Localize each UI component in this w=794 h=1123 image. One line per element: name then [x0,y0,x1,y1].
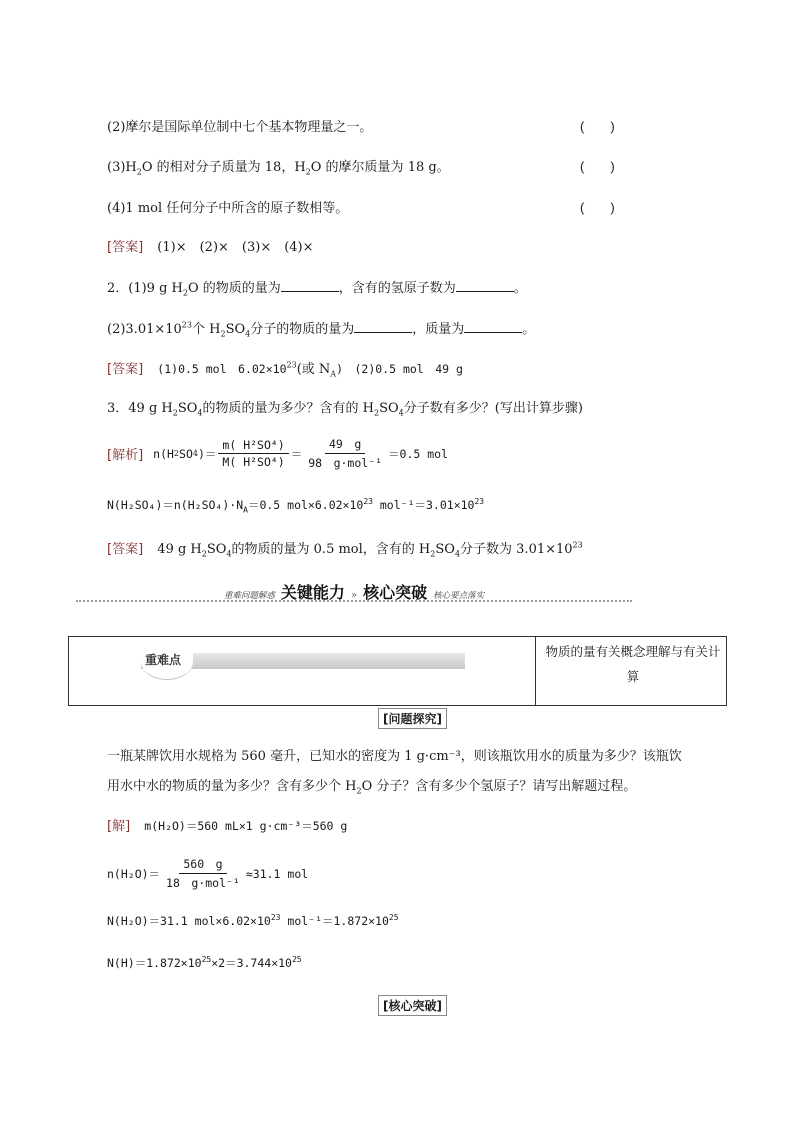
analysis-tag: [解析] [107,448,144,463]
p3-b: SO [177,401,198,416]
frac1-den: M( H²SO⁴) [222,455,285,469]
calc-3: $N(H_2SO_4)=n(H_2SO_4)\cdot N_A=0.5$ $mol\times 6.02\times 10^{23}$ $mol^{-1}=3.01\times 10^{23}$ [107,497,485,515]
frac3-den: 18 g·mol⁻¹ [166,876,240,890]
banner-right: 核心要点落实 [433,591,485,601]
item-2-paren: ( ) [580,119,615,134]
solution-tag: [解] [107,819,131,834]
p2-l2-a: (2)3.01×10 [107,322,182,337]
p2-text-b: O 的物质的量为 [187,281,281,296]
frac3-num: 560 g [179,856,226,874]
answer-tag: [答案] [107,240,144,255]
p3-a: 3．49 g H [107,401,173,416]
sol-l4-exp1: 25 [201,955,212,965]
solution-line-1 [107,815,347,834]
item-4-paren: ( ) [580,200,615,215]
frac2-num: 49 g [325,436,365,454]
answer-tag: [答案] [107,542,144,557]
problem-2-line-2: $(2)3.01\times 10^{23}$个 $H_2SO_4$分子的物质的量为 ，质量为 。 [107,320,536,339]
analysis-3: [解析] n(H 2 SO 4 )＝ $\frac{\text{m( H²SO⁴)}}{\text{M( H²SO⁴)}}$ ＝ $\frac{49 g}{\text{98 g·mol⁻¹}}$ ＝0.5 mol [107,437,449,470]
a2-a: (1)0.5 mol 6.02×10 [157,362,287,376]
calc3-exp1: 23 [363,497,373,507]
section-banner [76,578,632,606]
a3-d: SO [435,542,455,557]
item-2-text: (2)摩尔是国际单位制中七个基本物理量之一。 [107,120,373,135]
banner-main-2: 核心突破 [363,583,428,602]
fraction-2 [304,436,386,471]
calc3-exp2: 23 [474,497,485,507]
p2-l2-d: 分子的物质的量为 [250,322,355,337]
calc3-a: N(H₂SO₄)＝n(H₂SO₄)·N [107,498,244,512]
p3-e: 分子数有多少？(写出计算步骤) [403,401,583,416]
answer-1 [107,236,314,255]
solution-line-2 [107,856,308,891]
core-title: [核心突破] [378,995,447,1016]
item-4-text: (4)1 mol 任何分子中所含的原子数相等。 [107,201,349,216]
answer-1-text: (1)× (2)× (3)× (4)× [157,240,314,255]
sol-l4-b: ×2＝3.744×10 [211,956,292,970]
a3-c: 的物质的量为 0.5 mol，含有的 H [231,542,431,557]
a2-c: ) (2)0.5 mol 49 g [336,362,463,376]
problem-2-line-1: 2．(1)9 g $H_2O$ 的物质的量为 ，含有的氢原子数为 。 [107,281,527,298]
key-point-box [68,636,727,706]
an-lhs: n(H [153,446,174,461]
an-lhs3: )＝ [197,446,217,461]
solution-line-4 [107,955,302,971]
blank-1[interactable] [281,279,339,292]
p2-text-d: 。 [513,281,527,296]
explore-title: [问题探究] [378,708,447,729]
a3-e: 分子数为 3.01×10 [460,542,573,557]
a2-exp: 23 [286,360,297,370]
a3-a: 49 g H [157,542,202,557]
problem-3: 3．49 g $H_2SO_4$的物质的量为多少？含有的 $H_2SO_4$分子数有多少？(写出计算步骤) [107,401,583,418]
p3-d: SO [379,401,399,416]
question-text-2b: O 分子？含有多少个氢原子？请写出解题过程。 [361,779,637,794]
p2-l2-b: 个 H [191,322,221,337]
box-divider [535,637,536,705]
a3-b: SO [206,542,227,557]
frac2-den: 98 g·mol⁻¹ [308,456,383,470]
solution-line-3 [107,913,399,929]
item-3-paren: ( ) [580,159,615,174]
p2-l2-f: 。 [522,322,536,337]
an-lhs2: SO [179,446,193,461]
answer-tag: [答案] [107,362,144,377]
blank-3[interactable] [354,320,412,333]
p2-l2-e: ，质量为 [412,322,465,337]
box-topic: 物质的量有关概念理解与有关计算 [545,644,721,684]
answer-3: [答案] 49 g $H_2SO_4$的物质的量为 0.5 mol，含有的 $H_2SO_4$分子数为 $3.01\times 10^{23}$ [107,540,583,559]
question-text-2a: 用水中水的物质的量为多少？含有多少个 H [107,779,357,794]
p2-l2-exp: 23 [181,320,192,330]
sol-l3-exp1: 23 [270,913,281,923]
sol-l4-a: N(H)＝1.872×10 [107,956,202,970]
sol-n-lhs: n(H₂O)＝ [107,866,161,881]
blank-2[interactable] [456,279,514,292]
item-3: $(3)H_2O$ 的相对分子质量为 18，$H_2O$ 的摩尔质量为 18 g。 [107,160,450,177]
calc3-c: mol⁻¹＝3.01×10 [372,498,475,512]
item-3-text-c: O 的摩尔质量为 18 g。 [310,160,450,175]
banner-left: 重难问题解惑 [223,591,275,601]
an-eq: ＝ [290,446,303,461]
frac1-num: m( H²SO⁴) [218,438,288,454]
sol-l3-a: N(H₂O)＝31.1 mol×6.02×10 [107,914,271,928]
banner-arrow-icon: » [350,590,358,601]
banner-main-1: 关键能力 [280,583,345,602]
a3-exp: 23 [572,540,583,550]
answer-2 [107,358,463,377]
sol-n-rhs: ≈31.1 mol [245,866,309,881]
item-2 [107,116,372,135]
item-3-text-a: (3)H [107,160,137,175]
item-4 [107,197,348,216]
question-line-1 [107,745,682,764]
a2-b: (或 N [296,362,331,377]
an-result: ＝0.5 mol [388,446,449,461]
solution-text-1: m(H₂O)＝560 mL×1 g·cm⁻³＝560 g [144,819,348,833]
a2-sub: A [330,369,337,379]
p2-l2-c: SO [225,322,246,337]
sol-l4-exp2: 25 [291,955,302,965]
p2-text-c: ，含有的氢原子数为 [338,281,456,296]
question-text-1: 一瓶某牌饮用水规格为 560 毫升，已知水的密度为 1 g·cm⁻³，则该瓶饮用水的质量为多少？该瓶饮 [107,749,682,764]
calc3-b: ＝0.5 mol×6.02×10 [247,498,364,512]
question-line-2: 用水中水的物质的量为多少？含有多少个 $H_2O$ 分子？含有多少个氢原子？请写出解题过程。 [107,779,637,796]
item-3-text-b: O 的相对分子质量为 18，H [141,160,306,175]
sol-l3-b: mol⁻¹＝1.872×10 [280,914,389,928]
sol-l3-exp2: 25 [388,913,399,923]
badge-label: 重难点 [145,653,182,667]
fraction-3 [162,856,244,891]
blank-4[interactable] [464,320,522,333]
p2-text-a: 2．(1)9 g H [107,281,183,296]
p3-c: 的物质的量为多少？含有的 H [202,401,374,416]
fraction-1 [218,438,288,469]
